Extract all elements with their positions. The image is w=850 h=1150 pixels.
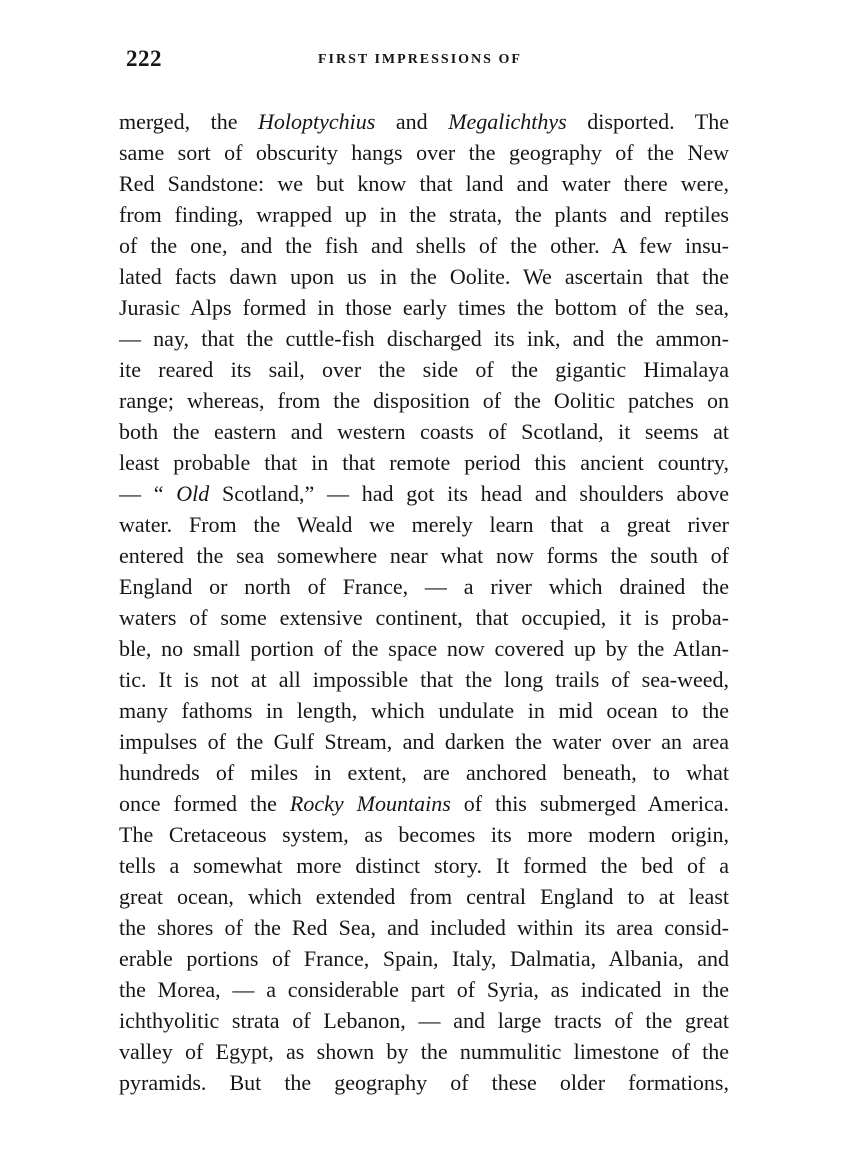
running-head: FIRST IMPRESSIONS OF [318, 52, 522, 67]
text-line [119, 757, 729, 788]
text-span: tells a somewhat more distinct story. It formed the bed of a [119, 853, 729, 878]
text-span: of the one, and the fish and shells of the other. A few insu- [119, 233, 729, 258]
italic-text: Old [176, 481, 210, 506]
text-span: ichthyolitic strata of Lebanon, — and large tracts of the great [119, 1008, 729, 1033]
page-header [126, 46, 726, 76]
text-span: — “ [119, 481, 177, 506]
text-line [119, 416, 729, 447]
text-line [119, 292, 729, 323]
text-span: — nay, that the cuttle-fish discharged its ink, and the ammon- [119, 326, 729, 351]
text-span: tic. It is not at all impossible that the long trails of sea-weed, [119, 667, 729, 692]
text-line [119, 106, 729, 137]
text-line [119, 974, 729, 1005]
text-span: pyramids. But the geography of these older formations, [119, 1070, 729, 1095]
text-line [119, 695, 729, 726]
text-line [119, 199, 729, 230]
text-line [119, 478, 729, 509]
text-span: the shores of the Red Sea, and included within its area consid- [119, 915, 729, 940]
text-span: many fathoms in length, which undulate in mid ocean to the [119, 698, 729, 723]
text-span: Scotland,” — had got its head and shoulders above [209, 481, 729, 506]
text-line [119, 447, 729, 478]
text-line [119, 1036, 729, 1067]
text-span: merged, the [119, 109, 259, 134]
text-span: from finding, wrapped up in the strata, the plants and reptiles [119, 202, 729, 227]
page-number: 222 [126, 46, 162, 71]
text-span: lated facts dawn upon us in the Oolite. We ascertain that the [119, 264, 729, 289]
text-span: water. From the Weald we merely learn that a great river [119, 512, 729, 537]
text-span: valley of Egypt, as shown by the nummulitic limestone of the [119, 1039, 729, 1064]
text-line [119, 571, 729, 602]
italic-text: Megalichthys [448, 109, 567, 134]
text-line [119, 943, 729, 974]
text-span: England or north of France, — a river which drained the [119, 574, 729, 599]
text-line [119, 354, 729, 385]
text-span: erable portions of France, Spain, Italy, Dalmatia, Albania, and [119, 946, 729, 971]
italic-text: Holoptychius [258, 109, 376, 134]
text-span: same sort of obscurity hangs over the geography of the New [119, 140, 729, 165]
text-line [119, 230, 729, 261]
text-line [119, 912, 729, 943]
text-span: hundreds of miles in extent, are anchored beneath, to what [119, 760, 729, 785]
italic-text: Rocky Mountains [289, 791, 451, 816]
text-span: and [375, 109, 449, 134]
text-line [119, 385, 729, 416]
text-span: both the eastern and western coasts of Scotland, it seems at [119, 419, 729, 444]
text-line [119, 323, 729, 354]
text-span: ble, no small portion of the space now covered up by the Atlan- [119, 636, 729, 661]
text-line [119, 540, 729, 571]
text-span: impulses of the Gulf Stream, and darken the water over an area [119, 729, 729, 754]
text-line [119, 726, 729, 757]
text-span: the Morea, — a considerable part of Syria, as indicated in the [119, 977, 729, 1002]
text-line [119, 881, 729, 912]
text-line [119, 137, 729, 168]
text-line [119, 168, 729, 199]
text-line [119, 602, 729, 633]
text-line [119, 788, 729, 819]
text-span: least probable that in that remote period this ancient country, [119, 450, 729, 475]
text-span: waters of some extensive continent, that occupied, it is proba- [119, 605, 729, 630]
text-span: Red Sandstone: we but know that land and water there were, [119, 171, 729, 196]
text-line [119, 850, 729, 881]
text-line [119, 1067, 729, 1098]
text-span: range; whereas, from the disposition of the Oolitic patches on [119, 388, 729, 413]
text-span: once formed the [119, 791, 290, 816]
text-span: ite reared its sail, over the side of the gigantic Himalaya [119, 357, 729, 382]
text-span: of this submerged America. [450, 791, 729, 816]
text-span: disported. The [566, 109, 729, 134]
text-line [119, 819, 729, 850]
text-line [119, 509, 729, 540]
text-span: great ocean, which extended from central England to at least [119, 884, 729, 909]
text-line [119, 664, 729, 695]
text-span: entered the sea somewhere near what now forms the south of [119, 543, 729, 568]
text-line [119, 633, 729, 664]
text-line [119, 261, 729, 292]
text-line [119, 1005, 729, 1036]
text-span: Jurasic Alps formed in those early times the bottom of the sea, [119, 295, 729, 320]
text-span: The Cretaceous system, as becomes its more modern origin, [119, 822, 729, 847]
body-text [119, 106, 729, 1098]
